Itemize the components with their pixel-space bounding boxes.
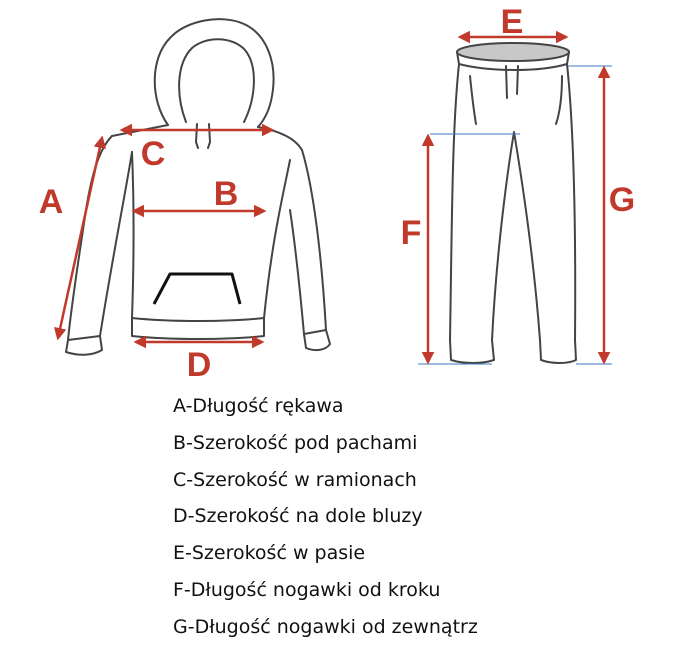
- arrow-a: [58, 138, 102, 338]
- legend-item-f: F-Długość nogawki od kroku: [173, 578, 441, 601]
- legend-item-a: A-Długość rękawa: [173, 395, 344, 417]
- waistband: [457, 43, 569, 61]
- marker-b: B: [213, 175, 239, 213]
- legend-item-e: E-Szerokość w pasie: [173, 542, 366, 565]
- marker-d: D: [186, 346, 212, 380]
- guide-lines: [418, 66, 612, 364]
- marker-f: F: [400, 214, 422, 252]
- kangaroo-pocket: [154, 274, 240, 304]
- legend-item-c: C-Szerokość w ramionach: [173, 468, 417, 491]
- legend-item-b: B-Szerokość pod pachami: [173, 431, 418, 454]
- measurement-legend: [173, 388, 478, 646]
- hoodie-illustration: [66, 19, 330, 355]
- marker-e: E: [500, 3, 524, 41]
- trousers-illustration: [450, 43, 576, 363]
- marker-a: A: [38, 183, 64, 221]
- marker-c: C: [140, 135, 166, 173]
- legend-item-g: G-Długość nogawki od zewnątrz: [173, 615, 478, 638]
- marker-g: G: [608, 181, 636, 219]
- legend-item-d: D-Szerokość na dole bluzy: [173, 505, 423, 528]
